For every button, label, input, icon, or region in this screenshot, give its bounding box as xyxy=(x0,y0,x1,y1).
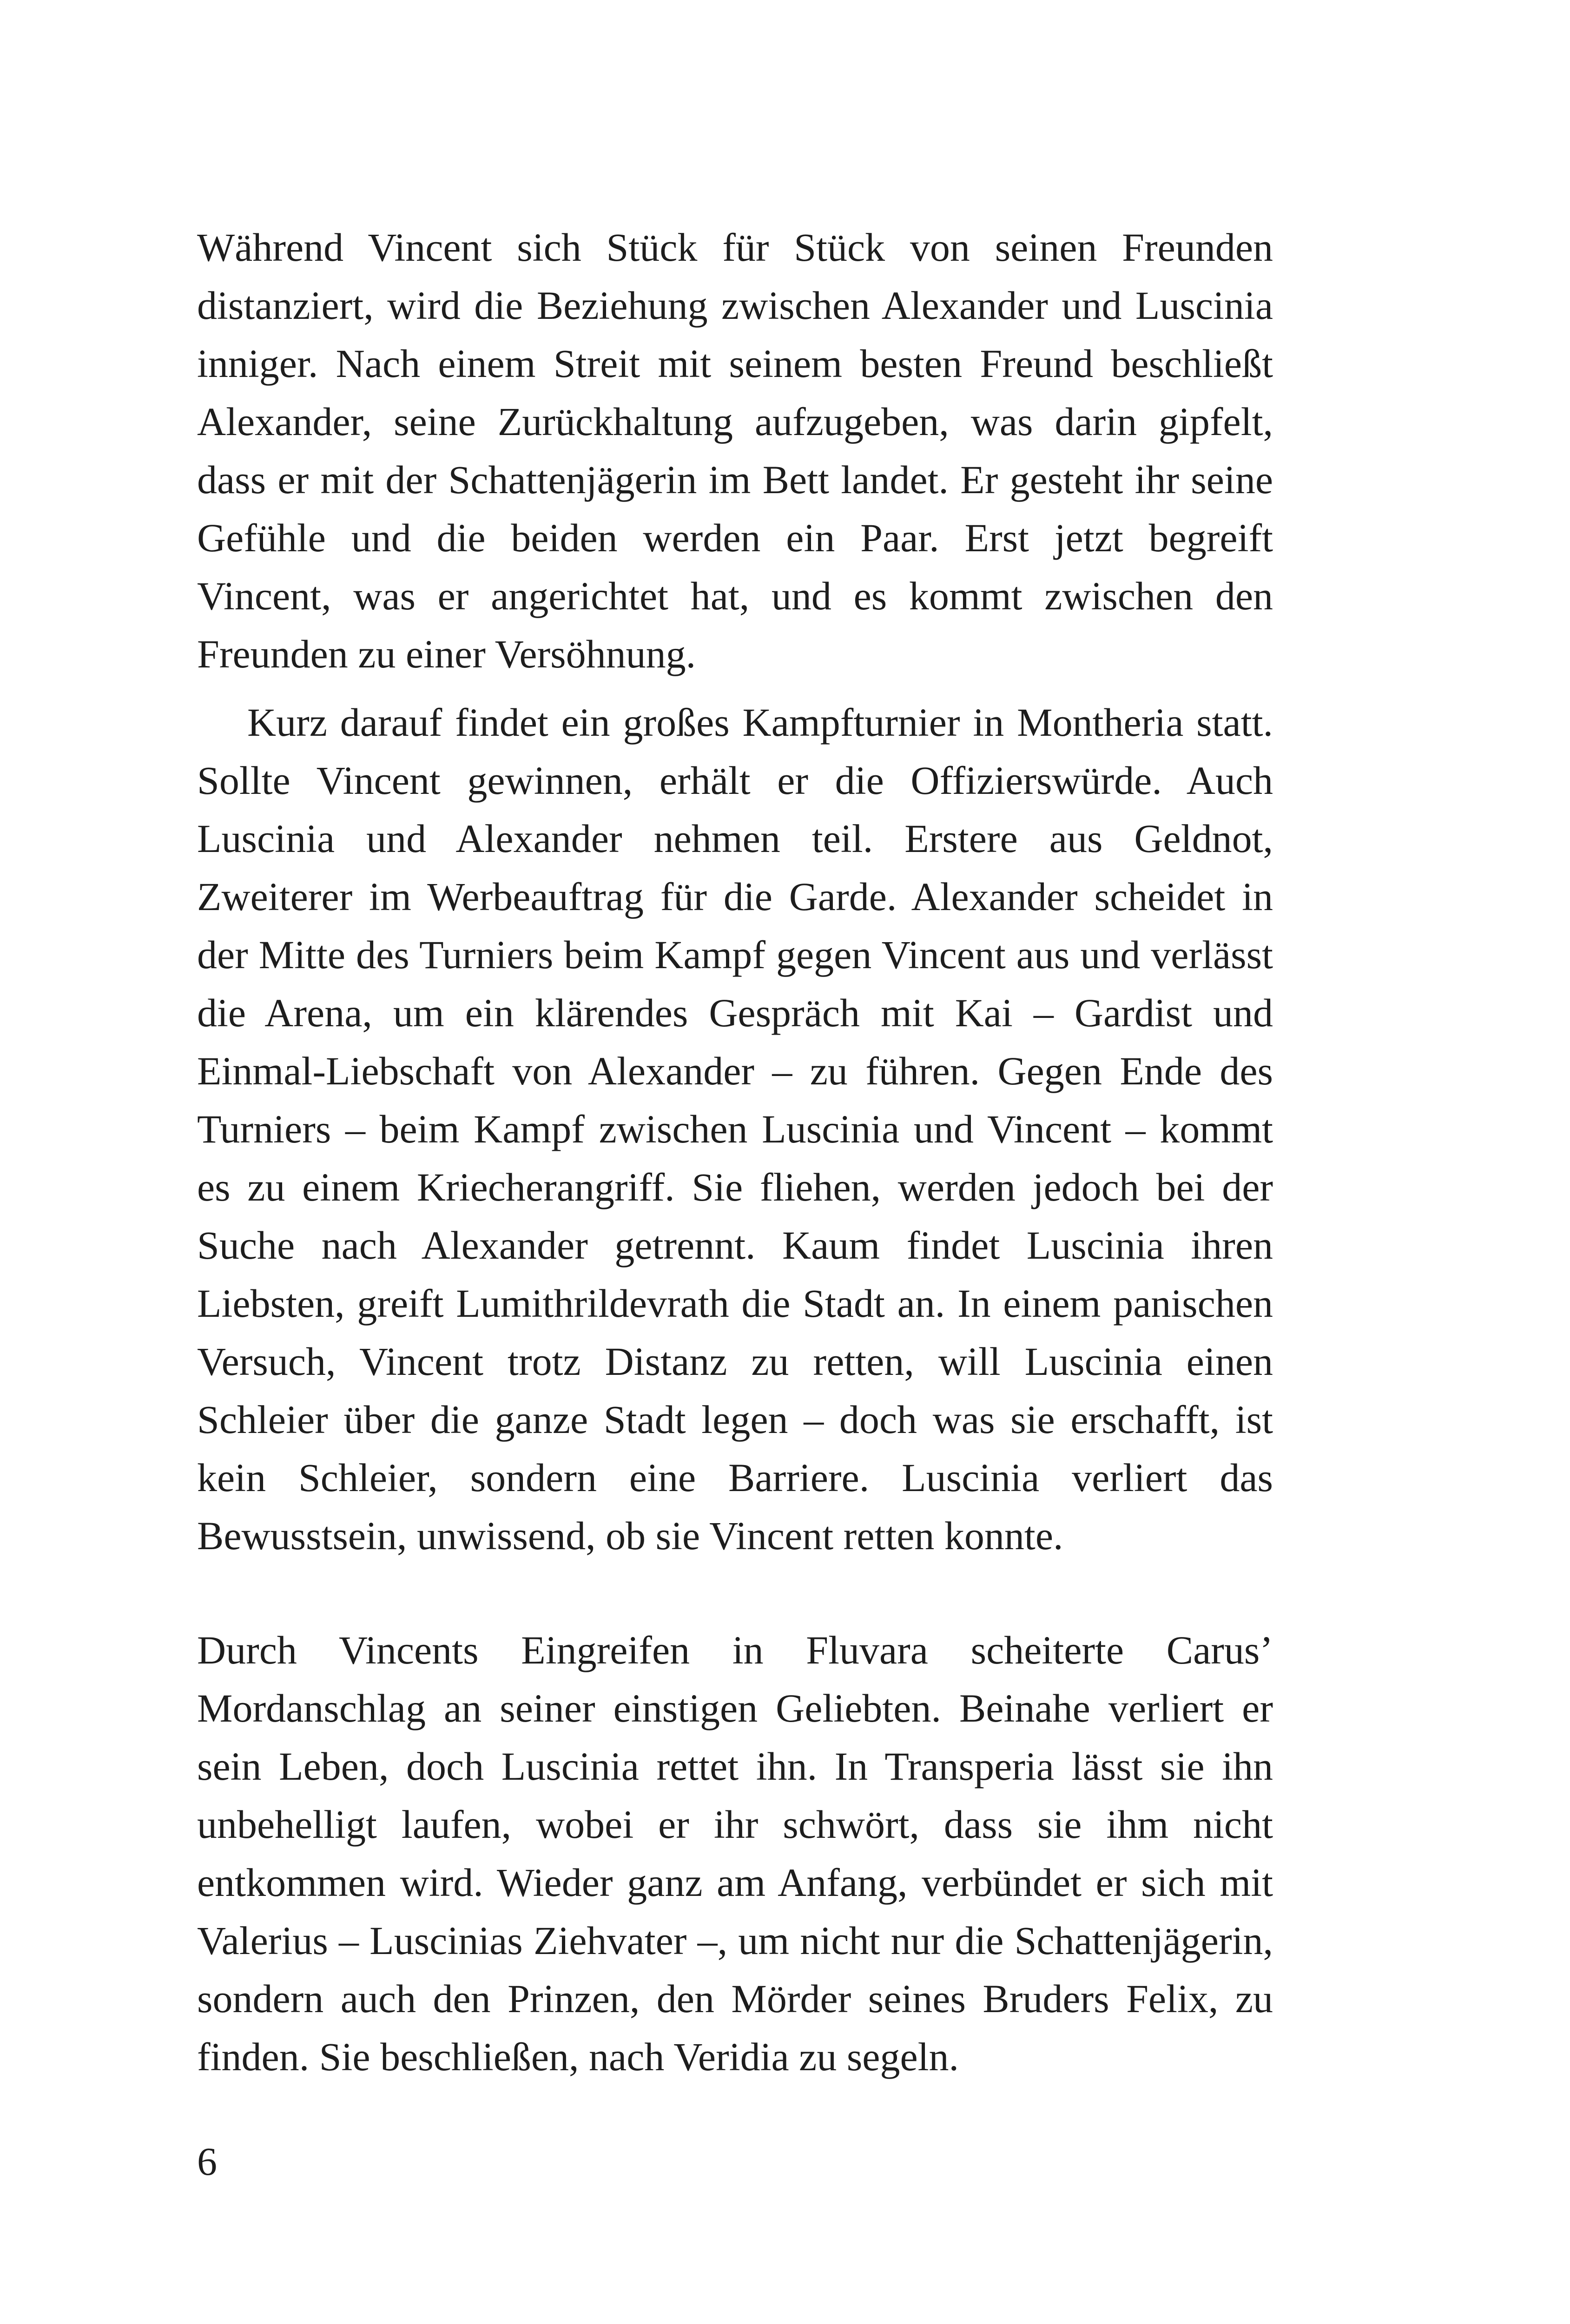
paragraph: Durch Vincents Eingreifen in Fluvara scheiterte Carus’ Mordanschlag an seiner einstigen Geliebten. Beinahe verliert er sein Leben, doch Luscinia rettet ihn. In Transperia lässt sie ihn unbehelligt laufen, wobei er ihr schwört, dass sie ihm nicht entkommen wird. Wieder ganz am Anfang, verbündet er sich mit Valerius – Luscinias Ziehvater –, um nicht nur die Schattenjägerin, sondern auch den Prinzen, den Mörder seines Bruders Felix, zu finden. Sie beschließen, nach Veridia zu segeln. xyxy=(197,1628,1273,2079)
paragraph: Während Vincent sich Stück für Stück von seinen Freunden distanziert, wird die Beziehung zwischen Alexander und Luscinia inniger. Nach einem Streit mit seinem besten Freund beschließt Alexander, seine Zurückhaltung aufzugeben, was darin gipfelt, dass er mit der Schattenjägerin im Bett landet. Er gesteht ihr seine Gefühle und die beiden werden ein Paar. Erst jetzt begreift Vincent, was er angerichtet hat, und es kommt zwischen den Freunden zu einer Versöhnung. xyxy=(197,225,1273,676)
page-number: 6 xyxy=(197,2139,217,2184)
paragraph: Kurz darauf findet ein großes Kampfturnier in Montheria statt. Sollte Vincent gewinnen, erhält er die Offizierswürde. Auch Luscinia und Alexander nehmen teil. Erstere aus Geldnot, Zweiterer im Werbeauftrag für die Garde. Alexander scheidet in der Mitte des Turniers beim Kampf gegen Vincent aus und verlässt die Arena, um ein klärendes Gespräch mit Kai – Gardist und Einmal-Liebschaft von Alexander – zu führen. Gegen Ende des Turniers – beim Kampf zwischen Luscinia und Vincent – kommt es zu einem Kriecherangriff. Sie fliehen, werden jedoch bei der Suche nach Alexander getrennt. Kaum findet Luscinia ihren Liebsten, greift Lumithrildevrath die Stadt an. In einem panischen Versuch, Vincent trotz Distanz zu retten, will Luscinia einen Schleier über die ganze Stadt legen – doch was sie erschafft, ist kein Schleier, sondern eine Barriere. Luscinia verliert das Bewusstsein, unwissend, ob sie Vincent retten konnte. xyxy=(197,700,1273,1558)
text-section-2 xyxy=(197,1621,1273,2086)
text-section-1 xyxy=(197,218,1273,1565)
